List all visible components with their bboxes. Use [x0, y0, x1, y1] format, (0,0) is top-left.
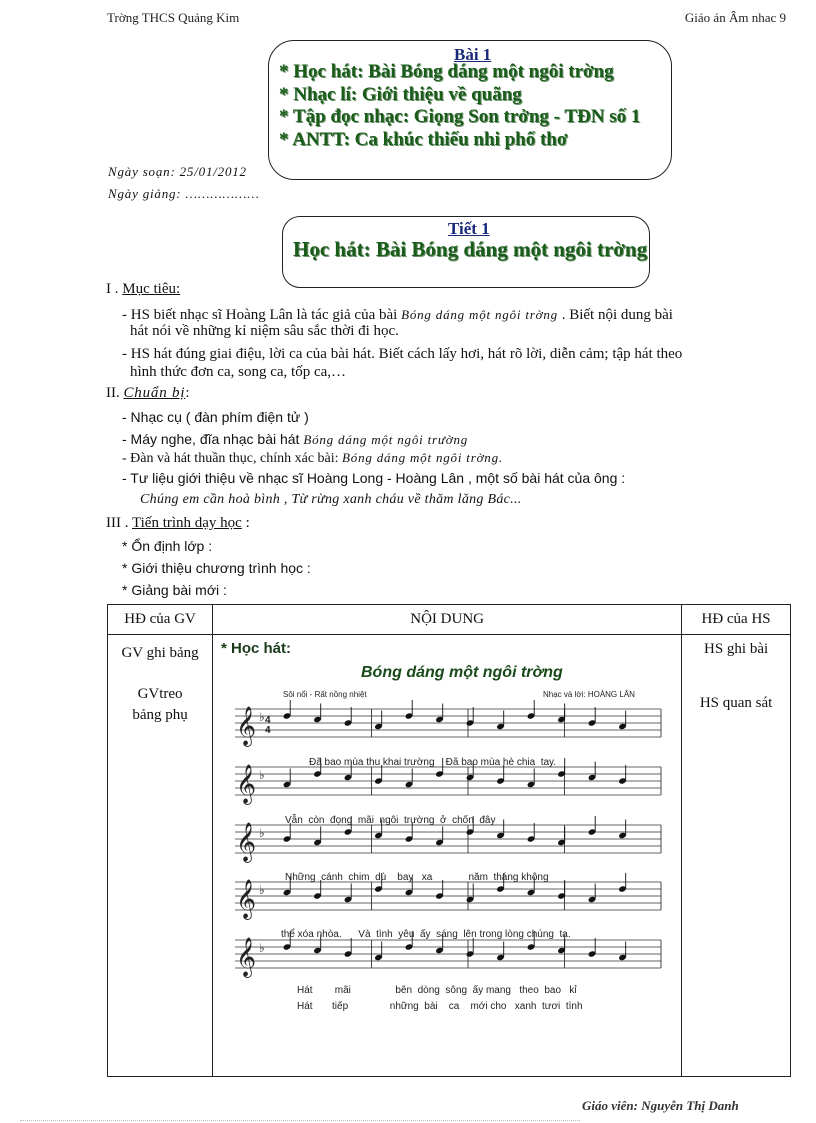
tempo-marking: Sôi nổi - Rất nồng nhiệt	[283, 690, 367, 699]
step-2: * Giới thiệu chương trình học :	[122, 560, 311, 576]
lesson-item: * Tập đọc nhạc: Giọng Son trởng - TĐN số 1	[279, 106, 641, 127]
school-name: Trờng THCS Quảng Kim	[107, 10, 240, 25]
section1-heading	[106, 280, 180, 298]
section3-heading	[106, 514, 250, 532]
header-student-activity: HĐ của HS	[682, 605, 791, 635]
flat-sign: ♭	[259, 710, 265, 724]
period-box	[282, 216, 650, 288]
section2-number: II.	[106, 385, 120, 401]
taught-date: Ngày giảng: ………………	[108, 186, 260, 201]
period-title: Học hát: Bài Bóng dáng một ngôi trờng	[293, 237, 648, 261]
prep-item-3	[122, 449, 503, 468]
section3-number: III .	[106, 515, 129, 531]
lesson-item: * Nhạc lí: Giới thiệu về quãng	[279, 84, 522, 105]
treble-clef: 𝄞	[236, 938, 257, 976]
gv-item: GV ghi bảng	[121, 645, 199, 661]
objective-1-line2: hát nói về những kỉ niệm sâu sắc thời đi học.	[130, 323, 399, 339]
section1-title: Mục tiêu:	[122, 281, 181, 297]
prep-item-1: - Nhạc cụ ( đàn phím điện tử )	[122, 409, 309, 425]
prep-item-2	[122, 430, 468, 449]
section3-colon: :	[241, 515, 250, 531]
header-content: NỘI DUNG	[213, 605, 682, 635]
period-number: Tiết 1	[448, 219, 490, 238]
prepared-date: Ngày soạn: 25/01/2012	[108, 164, 247, 179]
treble-clef: 𝄞	[236, 823, 257, 861]
flat-sign: ♭	[259, 768, 265, 782]
hs-item: HS quan sát	[699, 695, 773, 711]
gv-item: bảng phụ	[132, 707, 188, 723]
lyric-line: Những cánh chim dù bay xa năm tháng không	[285, 872, 549, 883]
footer-rule	[20, 1120, 580, 1121]
section3-title: Tiến trình dạy học	[131, 515, 242, 531]
teacher-signature: Giáo viên: Nguyễn Thị Danh	[582, 1098, 739, 1113]
lyric-line: thể xóa nhòa. Và tình yêu ấy sáng lên trong lòng chúng ta.	[281, 929, 571, 940]
flat-sign: ♭	[259, 826, 265, 840]
lyric-line: Hát tiếp những bài ca mới cho xanh tươi tình	[297, 1001, 583, 1012]
flat-sign: ♭	[259, 941, 265, 955]
song-title: Bóng dáng một ngôi trờng	[361, 664, 563, 681]
step-1: * Ổn định lớp :	[122, 538, 213, 554]
song-name: Bóng dáng một ngôi trường	[303, 432, 469, 447]
lesson-item: * Học hát: Bài Bóng dáng một ngôi trờng	[279, 61, 614, 82]
lesson-item: * ANTT: Ca khúc thiếu nhi phổ thơ	[279, 129, 568, 150]
lesson-box	[268, 40, 672, 180]
subject-label: Giáo án Âm nhac 9	[684, 10, 786, 25]
objective-2: - HS hát đúng giai điệu, lời ca của bài hát. Biết cách lấy hơi, hát rõ lời, diễn cảm; tập hát theo	[122, 346, 683, 362]
lesson-plan-table	[107, 604, 791, 1077]
section2-title: Chuẩn bị	[123, 385, 186, 401]
prep-item-2-text: - Máy nghe, đĩa nhạc bài hát	[122, 431, 304, 447]
hs-item: HS ghi bài	[703, 641, 769, 657]
prep-item-3-text: - Đàn và hát thuần thục, chính xác bài:	[122, 451, 343, 466]
sheet-music	[213, 635, 681, 1071]
prep-item-4: - Tư liệu giới thiệu về nhạc sĩ Hoàng Long - Hoàng Lân , một số bài hát của ông :	[122, 470, 626, 486]
section1-number: I .	[106, 281, 119, 297]
step-3: * Giảng bài mới :	[122, 582, 227, 598]
song-name: Bóng dáng một ngôi trờng	[401, 307, 558, 322]
lyric-line: Đã bao mùa thu khai trường Đã bao mùa hè chia tay.	[309, 757, 557, 768]
section2-heading	[106, 384, 190, 402]
prep-item-5: Chúng em cần hoà bình , Từ rừng xanh cháu về thăm lăng Bác...	[140, 492, 522, 507]
content-heading: * Học hát:	[221, 640, 292, 657]
composer-credit: Nhạc và lời: HOÀNG LÂN	[543, 690, 636, 699]
student-activity-cell	[682, 635, 791, 1077]
time-signature: 4	[265, 725, 271, 736]
section2-colon: :	[185, 385, 190, 401]
objective-1-text: - HS biết nhạc sĩ Hoàng Lân là tác giả của bài	[122, 307, 402, 323]
gv-item: GVtreo	[137, 686, 183, 702]
song-name: Bóng dáng một ngôi trờng.	[342, 450, 503, 465]
lyric-line: Hát mãi bên dòng sông ấy mang theo bao kỉ	[297, 985, 577, 996]
treble-clef: 𝄞	[236, 880, 257, 918]
teacher-activity-cell	[108, 635, 213, 1077]
lesson-number: Bài 1	[454, 45, 492, 64]
lyric-line: Vẫn còn đọng mãi ngôi trường ở chốn đây	[285, 815, 496, 826]
header-teacher-activity: HĐ của GV	[108, 605, 213, 635]
objective-1-text-end: . Biết nội dung bài	[557, 307, 673, 323]
treble-clef: 𝄞	[236, 707, 257, 745]
objective-2-line2: hình thức đơn ca, song ca, tốp ca,…	[130, 364, 347, 380]
content-cell	[213, 635, 682, 1077]
time-signature: 4	[265, 715, 271, 726]
flat-sign: ♭	[259, 883, 265, 897]
treble-clef: 𝄞	[236, 765, 257, 803]
